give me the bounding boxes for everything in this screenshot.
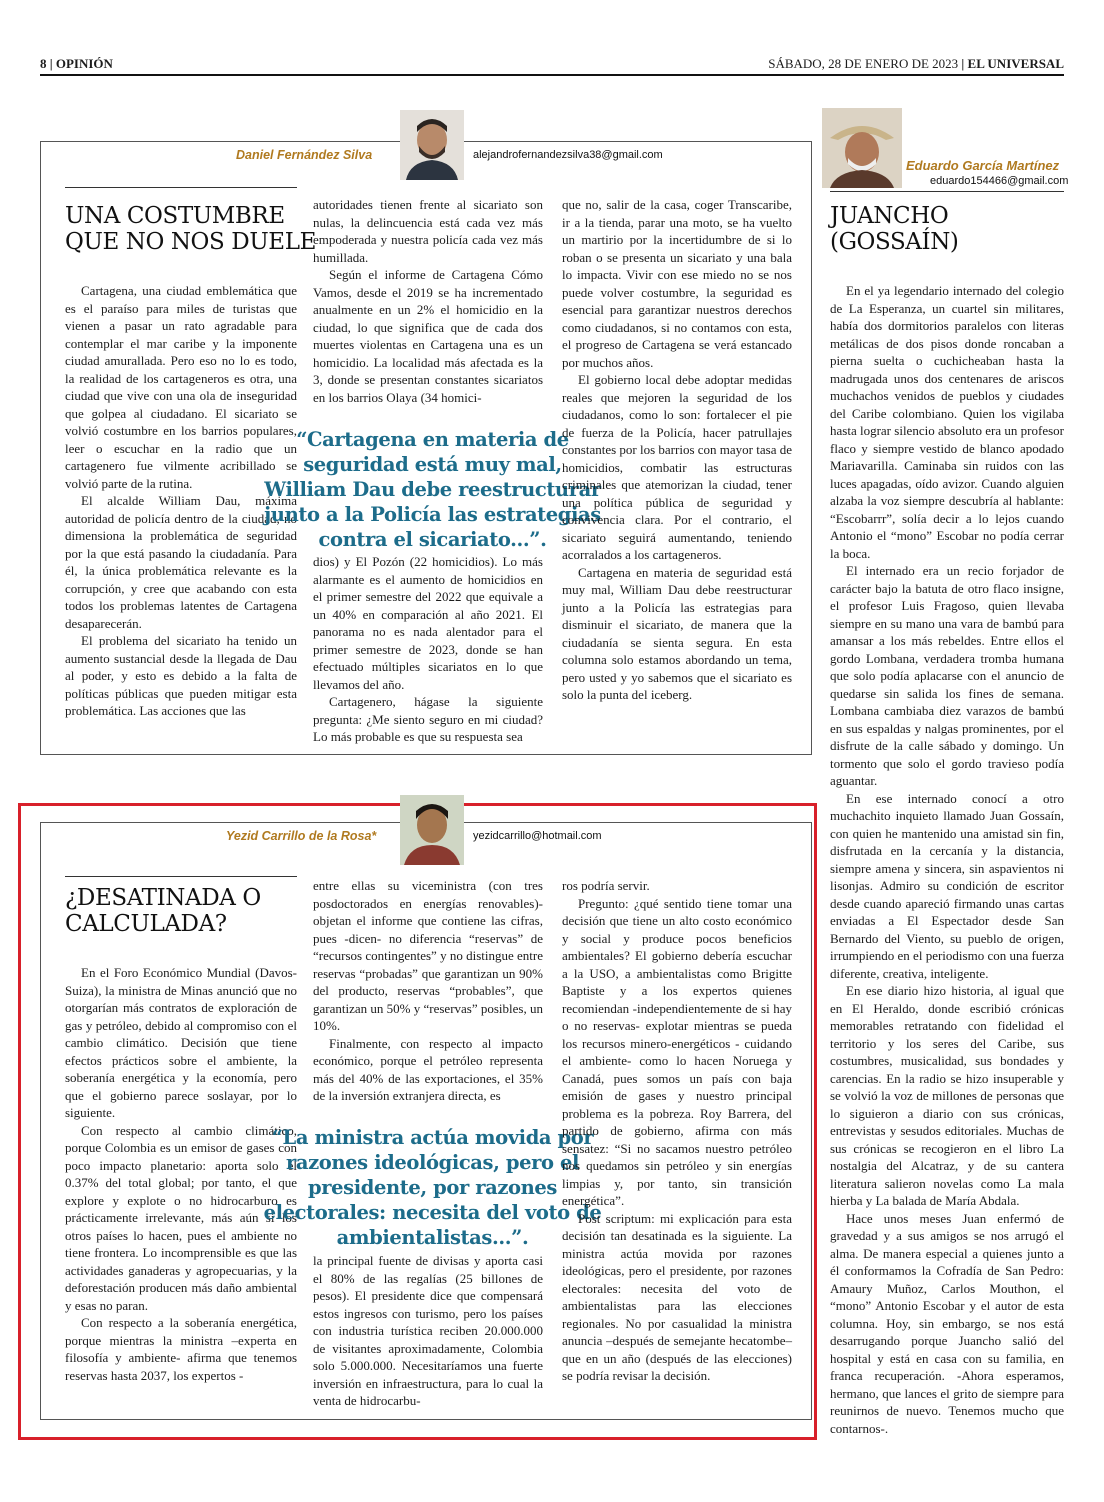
paragraph: El problema del sicariato ha tenido un aumento sustancial desde la llegada de Dau al poder, y esto es debido a la falta de políticas públicas que pueden mitigar esta problemática. Las acciones que las [65,633,297,718]
paragraph: El internado era un recio forjador de carácter bajo la batuta de otro flaco insigne, el profesor Luis Fragoso, quien llevaba siempre en su mano una vara de bambú para amansar a los más rebeldes. Entre ellos el gordo Lombana, verdadera tromba humana que solo podía aplacarse con el anuncio de quedarse sin salida los fines de semana. Lombana cambiaba diez varazos de bambú en sus espaldas y nalgas prominentes, por el disfrute de la calle sábado y domingo. Un tormento que solo el gordo travieso podía aguantar. [830,563,1064,788]
headline [830,203,959,255]
section-divider: | [49,56,56,71]
headline-line: UNA COSTUMBRE [65,203,285,229]
pull-quote: “Cartagena en materia de seguridad está muy mal, William Dau debe reestructurar junto a la Policía las estrategias contra el sicariato...”. [264,428,601,551]
page-date-header [768,56,1064,72]
paragraph: Según el informe de Cartagena Cómo Vamos, desde el 2019 se ha incrementado anualmente en un 2% el homicidio en la ciudad, lo que significa que de cada dos muertes violentas en Cartagena una es un homicidio. La localidad más afectada es la 3, donde se presentan constantes sicariatos en los barrios Olaya (34 homici- [313,267,543,405]
article-column [562,196,792,742]
paragraph: Cartagena en materia de seguridad está muy mal, William Dau debe reestructurar junto a la Policía las estrategias para disminuir el sicariato, de manera que la ciudadanía se sienta segura. En esta columna solo estamos abordando un tema, pero usted y yo sabemos que el sicariato es solo la punta del iceberg. [562,564,792,702]
paragraph: ros podría servir. [562,878,650,893]
paragraph: Pregunto: ¿qué sentido tiene tomar una decisión que tiene un alto costo económico y social y produce pocos beneficios ambientales? El gobierno debería escuchar a la USO, a ambientalistas como Brigitte Baptiste y a los expertos quienes recomiendan -independientemente de si hay o no reservas- explotar mientras se pueda los recursos minero-energéticos - cuidando el ambiente- como lo hacen Noruega y Canadá, pues somos un país con baja emisión de gases y nuestro principal problema es la pobreza. Roy Barrera, del partido de gobierno, afirma con más sensatez: “Si no sacamos nuestro petróleo nos quedamos sin petróleo y sin energías limpias y, por tanto, sin transición energética”. [562,895,792,1208]
article-column [313,553,543,743]
author-email[interactable]: alejandrofernandezsilva38@gmail.com [473,149,663,161]
headline-line: ¿DESATINADA O [65,885,261,911]
paragraph: En el Foro Económico Mundial (Davos-Suiza), la ministra de Minas anunció que no otorgarían más contratos de exploración de gas y petróleo, debido al compromiso con el cambio climático. Decisión que tiene efectos prácticos sobre el ambiente, la soberanía energética y la economía, pero que el gobierno parece soslayar, por lo siguiente. [65,965,297,1120]
author-photo [400,795,464,865]
paragraph: En el ya legendario internado del colegio de La Esperanza, un cuartel sin militares, había dos dormitorios paralelos con literas metálicas de dos pisos donde roncaban a pierna suelta o cuchicheaban hasta la madrugada unos dos centenares de ariscos muchachos venidos de pueblos y ciudades del Caribe colombiano. Quien los vigilaba hasta lograr silencio absoluto era un profesor flaco y siempre vestido de blanco apodado Mariavarilla. Caminaba sin ruidos con las luces apagadas, oído avizor. Cuando alguien alzaba la voz siempre descubría al hablante: “Escobarrr”, solía decir a lo lejos cuando Antonio el “mono” Escobar no podía cerrar la boca. [830,283,1064,561]
headline-line: CALCULADA? [65,911,227,937]
headline-rule [65,187,297,188]
headline [65,203,316,255]
paragraph: Con respecto al cambio climático, porque Colombia es un emisor de gases con poco impacto planetario: aporta solo el 0.37% del total global; por tanto, el que explore y explote o no hidrocarburo es prácticamente irrelevante, más aún si los otros países lo hacen, pues el ambiente no tiene frontera. Lo incomprensible es que las actividades ganaderas y agropecuarias, y la deforestación producen más daño ambiental y esas no paran. [65,1122,297,1313]
headline-line: (GOSSAÍN) [830,229,959,255]
headline-rule [830,191,1064,192]
section-name: OPINIÓN [55,56,113,71]
paragraph: En ese diario hizo historia, al igual que en El Heraldo, donde escribió crónicas memorables retratando con fidelidad el territorio y los seres del Caribe, sus costumbres, musicalidad, sus bondades y carencias. En la radio se hizo insuperable y se volvió la voz de millones de personas que lo siguieron a diario con sus crónicas, entrevistas y sesudos editoriales. Muchas de sus crónicas se recogieron en el libro La nostalgia del Alcatraz, y de su cantera literatura salieron novelas como La mala hierba y La balada de María Abdala. [830,983,1064,1208]
paragraph: Post scriptum: mi explicación para esta decisión tan desatinada es la siguiente. La ministra actúa movida por razones ideológicas, pero el presidente, por razones electorales: necesita del voto de ambientalistas para las elecciones regionales. No por casualidad la ministra anuncia –después de semejante hecatombe– que en un año (después de las elecciones) se podría revisar la decisión. [562,1210,792,1383]
paragraph: Cartagenero, hágase la siguiente pregunta: ¿Me siento seguro en mi ciudad? Lo más probable es que su respuesta sea [313,694,543,744]
headline-line: JUANCHO [830,203,949,229]
article-column [313,1252,543,1410]
section-divider: | [961,56,968,71]
article-column [313,196,543,404]
author-byline: Daniel Fernández Silva [236,148,373,162]
paragraph: entre ellas su viceministra (con tres posdoctorados en energías renovables)- objetan el informe que contiene las cifras, pues -dicen- no diferencia “reservas” de “recursos contingentes” y no distingue entre reservas “probadas” que garantizan un 90% del producto, reservas “probables”, que garantizan un 50% y “reservas” posibles, un 10%. [313,878,543,1033]
paragraph: Finalmente, con respecto al impacto económico, porque el petróleo representa más del 40% de las exportaciones, el 35% de la inversión extranjera directa, es [313,1035,543,1103]
paragraph: que no, salir de la casa, coger Transcaribe, ir a la tienda, parar una moto, se ha vuelto un martirio por la incertidumbre de si lo roban o se presenta un sicariato y una bala lo impacta. Vivir con ese miedo no se nos puede volver costumbre, la seguridad es esencial para garantizar nuestros derechos como ciudadanos, si no contamos con esta, el progreso de Cartagena se verá estancado por muchos años. [562,197,792,370]
issue-date: SÁBADO, 28 DE ENERO DE 2023 [768,56,959,71]
paragraph: Con respecto a la soberanía energética, porque mientras la ministra –experta en filosofía y ambiente- afirma que tenemos reservas hasta 2037, los expertos - [65,1315,297,1383]
paragraph: Hace unos meses Juan enfermó de gravedad y a sus amigos se nos arrugó el alma. De manera especial a quienes junto a él conformamos la Cofradía de San Pedro: Amaury Muñoz, Carlos Mouthon, el “mono” Antonio Escobar y el autor de esta columna. Hoy, sin embargo, se nos está desarrugando porque Juancho salió del hospital y está en casa con su familia, en franca recuperación. -Ahora esperamos, hermano, que lances el grito de siempre para reunirnos de nuevo. Tenemos mucho que contarnos-. [830,1210,1064,1436]
author-photo [822,108,902,188]
paragraph: Cartagena, una ciudad emblemática que es el paraíso para miles de turistas que vienen a pasar un rato agradable para contemplar el mar caribe y la imponente ciudad amurallada. Pero eso no lo es todo, la realidad de los cartageneros es otra, una ciudad que vive con una ola de inseguridad que golpea al ciudadano. El sicariato se volvió costumbre en los barrios populares, leer o escuchar en la radio que un cartagenero fue vilmente acribillado se volvió parte de la rutina. [65,283,297,491]
author-photo [400,110,464,180]
headline-line: QUE NO NOS DUELE [65,229,316,255]
paragraph: la principal fuente de divisas y aporta casi el 80% de las regalías (25 billones de pesos). El presidente dice que compensará estos ingresos con turismo, pero los países con industria turística reciben 20.000.000 de visitantes aproximadamente, Colombia solo 5.000.000. Necesitaríamos una fuerte inversión en infraestructura, para lo cual la venta de hidrocarbu- [313,1253,543,1408]
paragraph: El gobierno local debe adoptar medidas reales que mejoren la seguridad de los ciudadanos, como lo son: fortalecer el pie de fuerza de la Policía, hacer patrullajes constantes por los barrios con mayor tasa de homicidios, combatir las estructuras criminales que atemorizan la ciudad, tener una política pública de seguridad y convivencia clara. Por el contrario, el sicariato seguirá aumentando, teniendo acorralados a los cartageneros. [562,372,792,562]
article-column [830,282,1064,1436]
author-byline: Yezid Carrillo de la Rosa* [226,829,377,843]
paragraph: El alcalde William Dau, máxima autoridad de policía dentro de la ciudad, no dimensiona la problemática de seguridad por la que está pasando la ciudadanía. Para él, la única problemática relevante es la corrupción, y cree que acabando con esta todos los problemas latentes de Cartagena desaparecerán. [65,493,297,631]
article-column [562,877,792,1410]
author-byline: Eduardo García Martínez [906,158,1060,173]
pull-quote: “La ministra actúa movida por razones ideológicas, pero el presidente, por razones electorales: necesita del voto de ambientalistas...”. [263,1126,602,1249]
page-number: 8 [40,56,47,71]
headline-rule [65,876,297,877]
paragraph: En ese internado conocí a otro muchachito inquieto llamado Juan Gossaín, con quien he mantenido una amistad sin fin, disfrutada en la cercanía y la distancia, siempre amena y sincera, sin aspavientos ni lisonjas. Admiro su condición de escritor desde cuando apareció firmando unas cartas enviadas a El Espectador desde San Bernardo del Viento, su pueblo de origen, irrumpiendo en el periodismo con una fuerza diferente, creativa, inteligente. [830,790,1064,981]
paragraph: autoridades tienen frente al sicariato son nulas, la delincuencia está cada vez más empoderada y nuestra policía cada vez más humillada. [313,197,543,265]
headline [65,885,261,937]
article-column [313,877,543,1105]
paragraph: dios) y El Pozón (22 homicidios). Lo más alarmante es el aumento de homicidios en el primer semestre del 2022 que equivale a un 40% en comparación al año 2021. El panorama no es nada alentador para el primer semestre de 2023, donde se han efectuado múltiples sicariatos en lo que llevamos del año. [313,554,543,692]
page-section-header [40,56,113,72]
newspaper-name: EL UNIVERSAL [967,56,1064,71]
header-rule [40,74,1064,76]
author-email[interactable]: eduardo154466@gmail.com [930,175,1069,187]
author-email[interactable]: yezidcarrillo@hotmail.com [473,830,602,842]
